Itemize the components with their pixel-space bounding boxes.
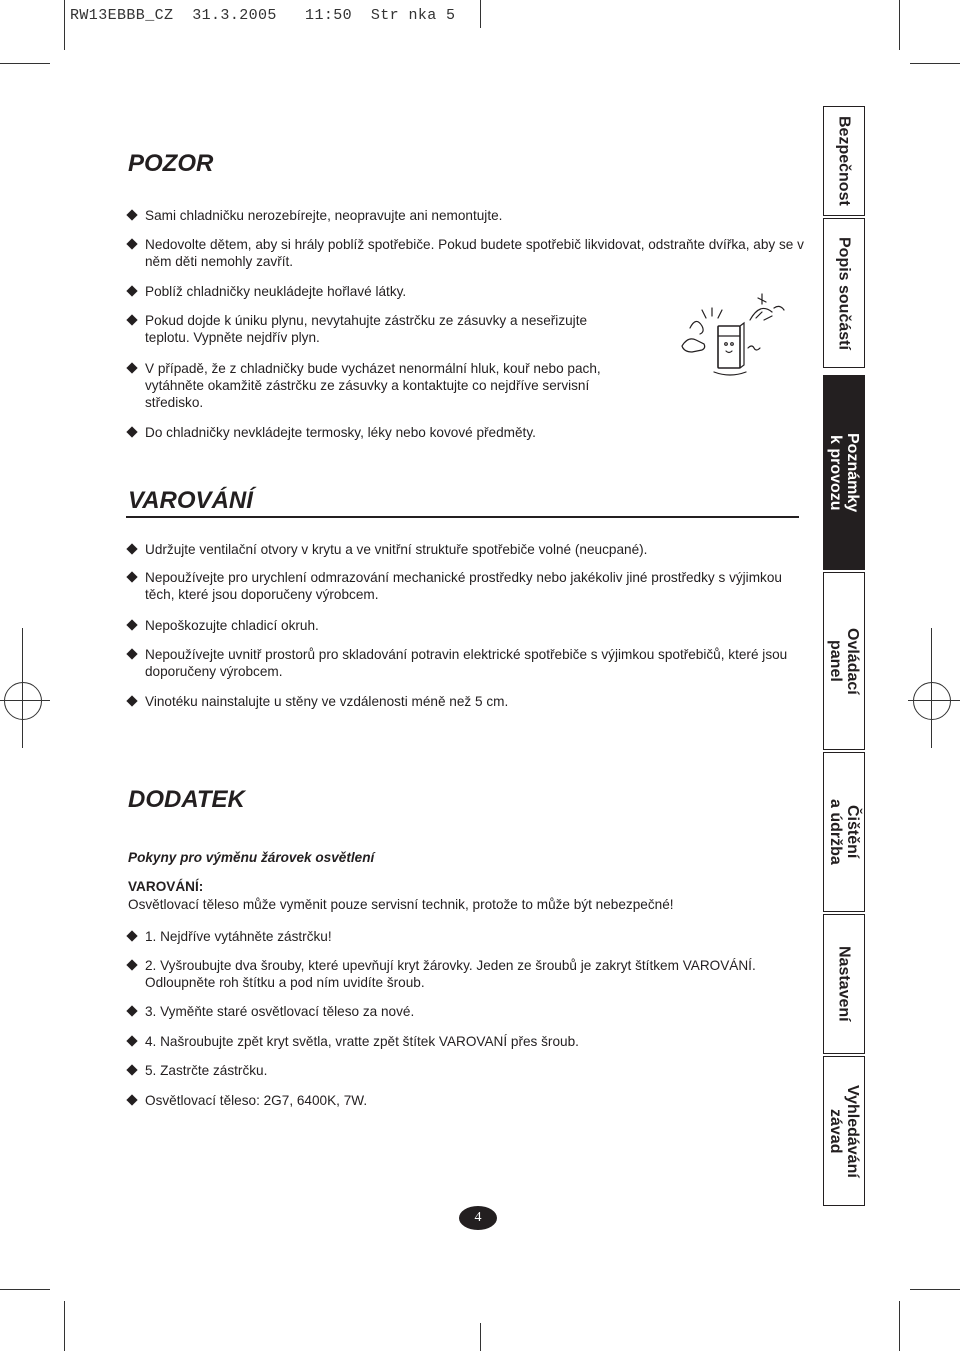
crop-mark bbox=[899, 0, 900, 50]
section-divider bbox=[126, 516, 799, 518]
crop-mark bbox=[910, 63, 960, 64]
registration-mark-right bbox=[931, 628, 932, 748]
pozor-item bbox=[128, 360, 635, 411]
bullet-diamond-icon bbox=[126, 571, 137, 582]
dodatek-warning-text: Osvětlovací těleso může vyměnit pouze servisní technik, protože to může být nebezpečné! bbox=[128, 897, 674, 912]
tab-label: Ovládací panel bbox=[827, 627, 861, 695]
dodatek-step-text: 2. Vyšroubujte dva šrouby, které upevňují kryt žárovky. Jeden ze šroubů je zakryt štítkem VAROVÁNÍ. Odloupněte roh štítku a pod ním uvidíte šroub. bbox=[145, 958, 756, 990]
pozor-item bbox=[128, 236, 805, 270]
dodatek-step bbox=[128, 928, 795, 945]
pozor-item-text: Poblíž chladničky neukládejte hořlavé látky. bbox=[145, 284, 407, 299]
bullet-diamond-icon bbox=[126, 543, 137, 554]
tab-bezpecnost[interactable] bbox=[823, 106, 865, 216]
tab-label: Bezpečnost bbox=[835, 116, 853, 206]
tab-popis-soucasti[interactable] bbox=[823, 218, 865, 368]
tab-vyhledavani-zavad[interactable] bbox=[823, 1056, 865, 1206]
bullet-diamond-icon bbox=[126, 426, 137, 437]
tab-label: Popis součástí bbox=[835, 236, 853, 350]
registration-mark-left bbox=[0, 700, 50, 701]
varovani-item-text: Udržujte ventilační otvory v krytu a ve vnitřní struktuře spotřebiče volné (neucpané). bbox=[145, 542, 648, 557]
bullet-diamond-icon bbox=[126, 1094, 137, 1105]
tab-cisteni-a-udrzba[interactable] bbox=[823, 752, 865, 912]
varovani-item-text: Vinotéku nainstalujte u stěny ve vzdálenosti méně než 5 cm. bbox=[145, 694, 509, 709]
dodatek-subtitle: Pokyny pro výměnu žárovek osvětlení bbox=[128, 850, 375, 865]
bullet-diamond-icon bbox=[126, 209, 137, 220]
pozor-item-text: V případě, že z chladničky bude vycházet nenormální hluk, kouř nebo pach, vytáhněte okamžitě zástrčku ze zásuvky a kontaktujte co nejdříve servisní středisko. bbox=[145, 361, 601, 410]
bullet-diamond-icon bbox=[126, 314, 137, 325]
varovani-item bbox=[128, 569, 795, 603]
varovani-item-text: Nepoužívejte pro urychlení odmrazování mechanické prostředky nebo jakékoliv jiné prostředky s výjimkou těch, které jsou doporučeny výrobcem. bbox=[145, 570, 782, 602]
varovani-item-text: Nepoužívejte uvnitř prostorů pro skladování potravin elektrické spotřebiče s výjimkou spotřebičů, které jsou doporučeny výrobcem. bbox=[145, 647, 788, 679]
bullet-diamond-icon bbox=[126, 619, 137, 630]
registration-mark-left bbox=[4, 682, 42, 720]
tab-label: Nastavení bbox=[835, 946, 853, 1022]
bullet-diamond-icon bbox=[126, 1005, 137, 1016]
bullet-diamond-icon bbox=[126, 362, 137, 373]
tab-nastaveni[interactable] bbox=[823, 914, 865, 1054]
crop-mark bbox=[64, 0, 65, 50]
registration-mark-right bbox=[913, 682, 951, 720]
varovani-title: VAROVÁNÍ bbox=[128, 487, 253, 514]
refrigerator-illustration bbox=[670, 288, 790, 383]
tab-poznamky-k-provozu[interactable] bbox=[823, 375, 865, 570]
dodatek-warning-label: VAROVÁNÍ: bbox=[128, 879, 204, 894]
varovani-item bbox=[128, 693, 795, 710]
tab-label: Vyhledávání závad bbox=[827, 1084, 861, 1178]
crop-mark bbox=[910, 1289, 960, 1290]
dodatek-step bbox=[128, 1003, 795, 1020]
pozor-item bbox=[128, 312, 620, 346]
dodatek-step-text: 5. Zastrčte zástrčku. bbox=[145, 1063, 268, 1078]
dodatek-title: DODATEK bbox=[128, 786, 245, 813]
page-number: 4 bbox=[459, 1206, 497, 1230]
pozor-item-text: Do chladničky nevkládejte termosky, léky nebo kovové předměty. bbox=[145, 425, 536, 440]
dodatek-step bbox=[128, 1033, 795, 1050]
bullet-diamond-icon bbox=[126, 1064, 137, 1075]
dodatek-step-text: 4. Našroubujte zpět kryt světla, vratte zpět štítek VAROVANÍ přes šroub. bbox=[145, 1034, 579, 1049]
crop-mark bbox=[899, 1301, 900, 1351]
pozor-item-text: Sami chladničku nerozebírejte, neopravujte ani nemontujte. bbox=[145, 208, 503, 223]
crop-mark bbox=[480, 1323, 481, 1351]
varovani-item bbox=[128, 617, 795, 634]
bullet-diamond-icon bbox=[126, 959, 137, 970]
pozor-item-text: Nedovolte dětem, aby si hrály poblíž spotřebiče. Pokud budete spotřebič likvidovat, odstraňte dvířka, aby se v něm děti nemohly zavřít. bbox=[145, 237, 804, 269]
dodatek-step bbox=[128, 957, 795, 991]
crop-mark bbox=[64, 1301, 65, 1351]
bullet-diamond-icon bbox=[126, 648, 137, 659]
registration-mark-left bbox=[22, 628, 23, 748]
bullet-diamond-icon bbox=[126, 695, 137, 706]
bullet-diamond-icon bbox=[126, 930, 137, 941]
registration-mark-right bbox=[908, 700, 960, 701]
tab-ovladaci-panel[interactable] bbox=[823, 572, 865, 750]
pozor-title: POZOR bbox=[128, 150, 214, 177]
bullet-diamond-icon bbox=[126, 285, 137, 296]
crop-mark bbox=[0, 63, 50, 64]
dodatek-step-text: 3. Vyměňte staré osvětlovací těleso za nové. bbox=[145, 1004, 415, 1019]
dodatek-step bbox=[128, 1092, 795, 1109]
dodatek-step bbox=[128, 1062, 795, 1079]
varovani-item bbox=[128, 646, 795, 680]
dodatek-step-text: 1. Nejdříve vytáhněte zástrčku! bbox=[145, 929, 332, 944]
bullet-diamond-icon bbox=[126, 1035, 137, 1046]
bullet-diamond-icon bbox=[126, 238, 137, 249]
pozor-item bbox=[128, 424, 795, 441]
tab-label: Čištění a údržba bbox=[827, 799, 861, 865]
varovani-item bbox=[128, 541, 805, 558]
tab-label: Poznámky k provozu bbox=[827, 432, 861, 513]
varovani-item-text: Nepoškozujte chladicí okruh. bbox=[145, 618, 319, 633]
print-header: RW13EBBB_CZ 31.3.2005 11:50 Str nka 5 bbox=[70, 7, 456, 24]
crop-mark bbox=[0, 1289, 50, 1290]
dodatek-step-text: Osvětlovací těleso: 2G7, 6400K, 7W. bbox=[145, 1093, 368, 1108]
pozor-item-text: Pokud dojde k úniku plynu, nevytahujte zástrčku ze zásuvky a neseřizujte teplotu. Vypněte nejdřív plyn. bbox=[145, 313, 588, 345]
crop-mark bbox=[480, 0, 481, 28]
pozor-item bbox=[128, 207, 795, 224]
